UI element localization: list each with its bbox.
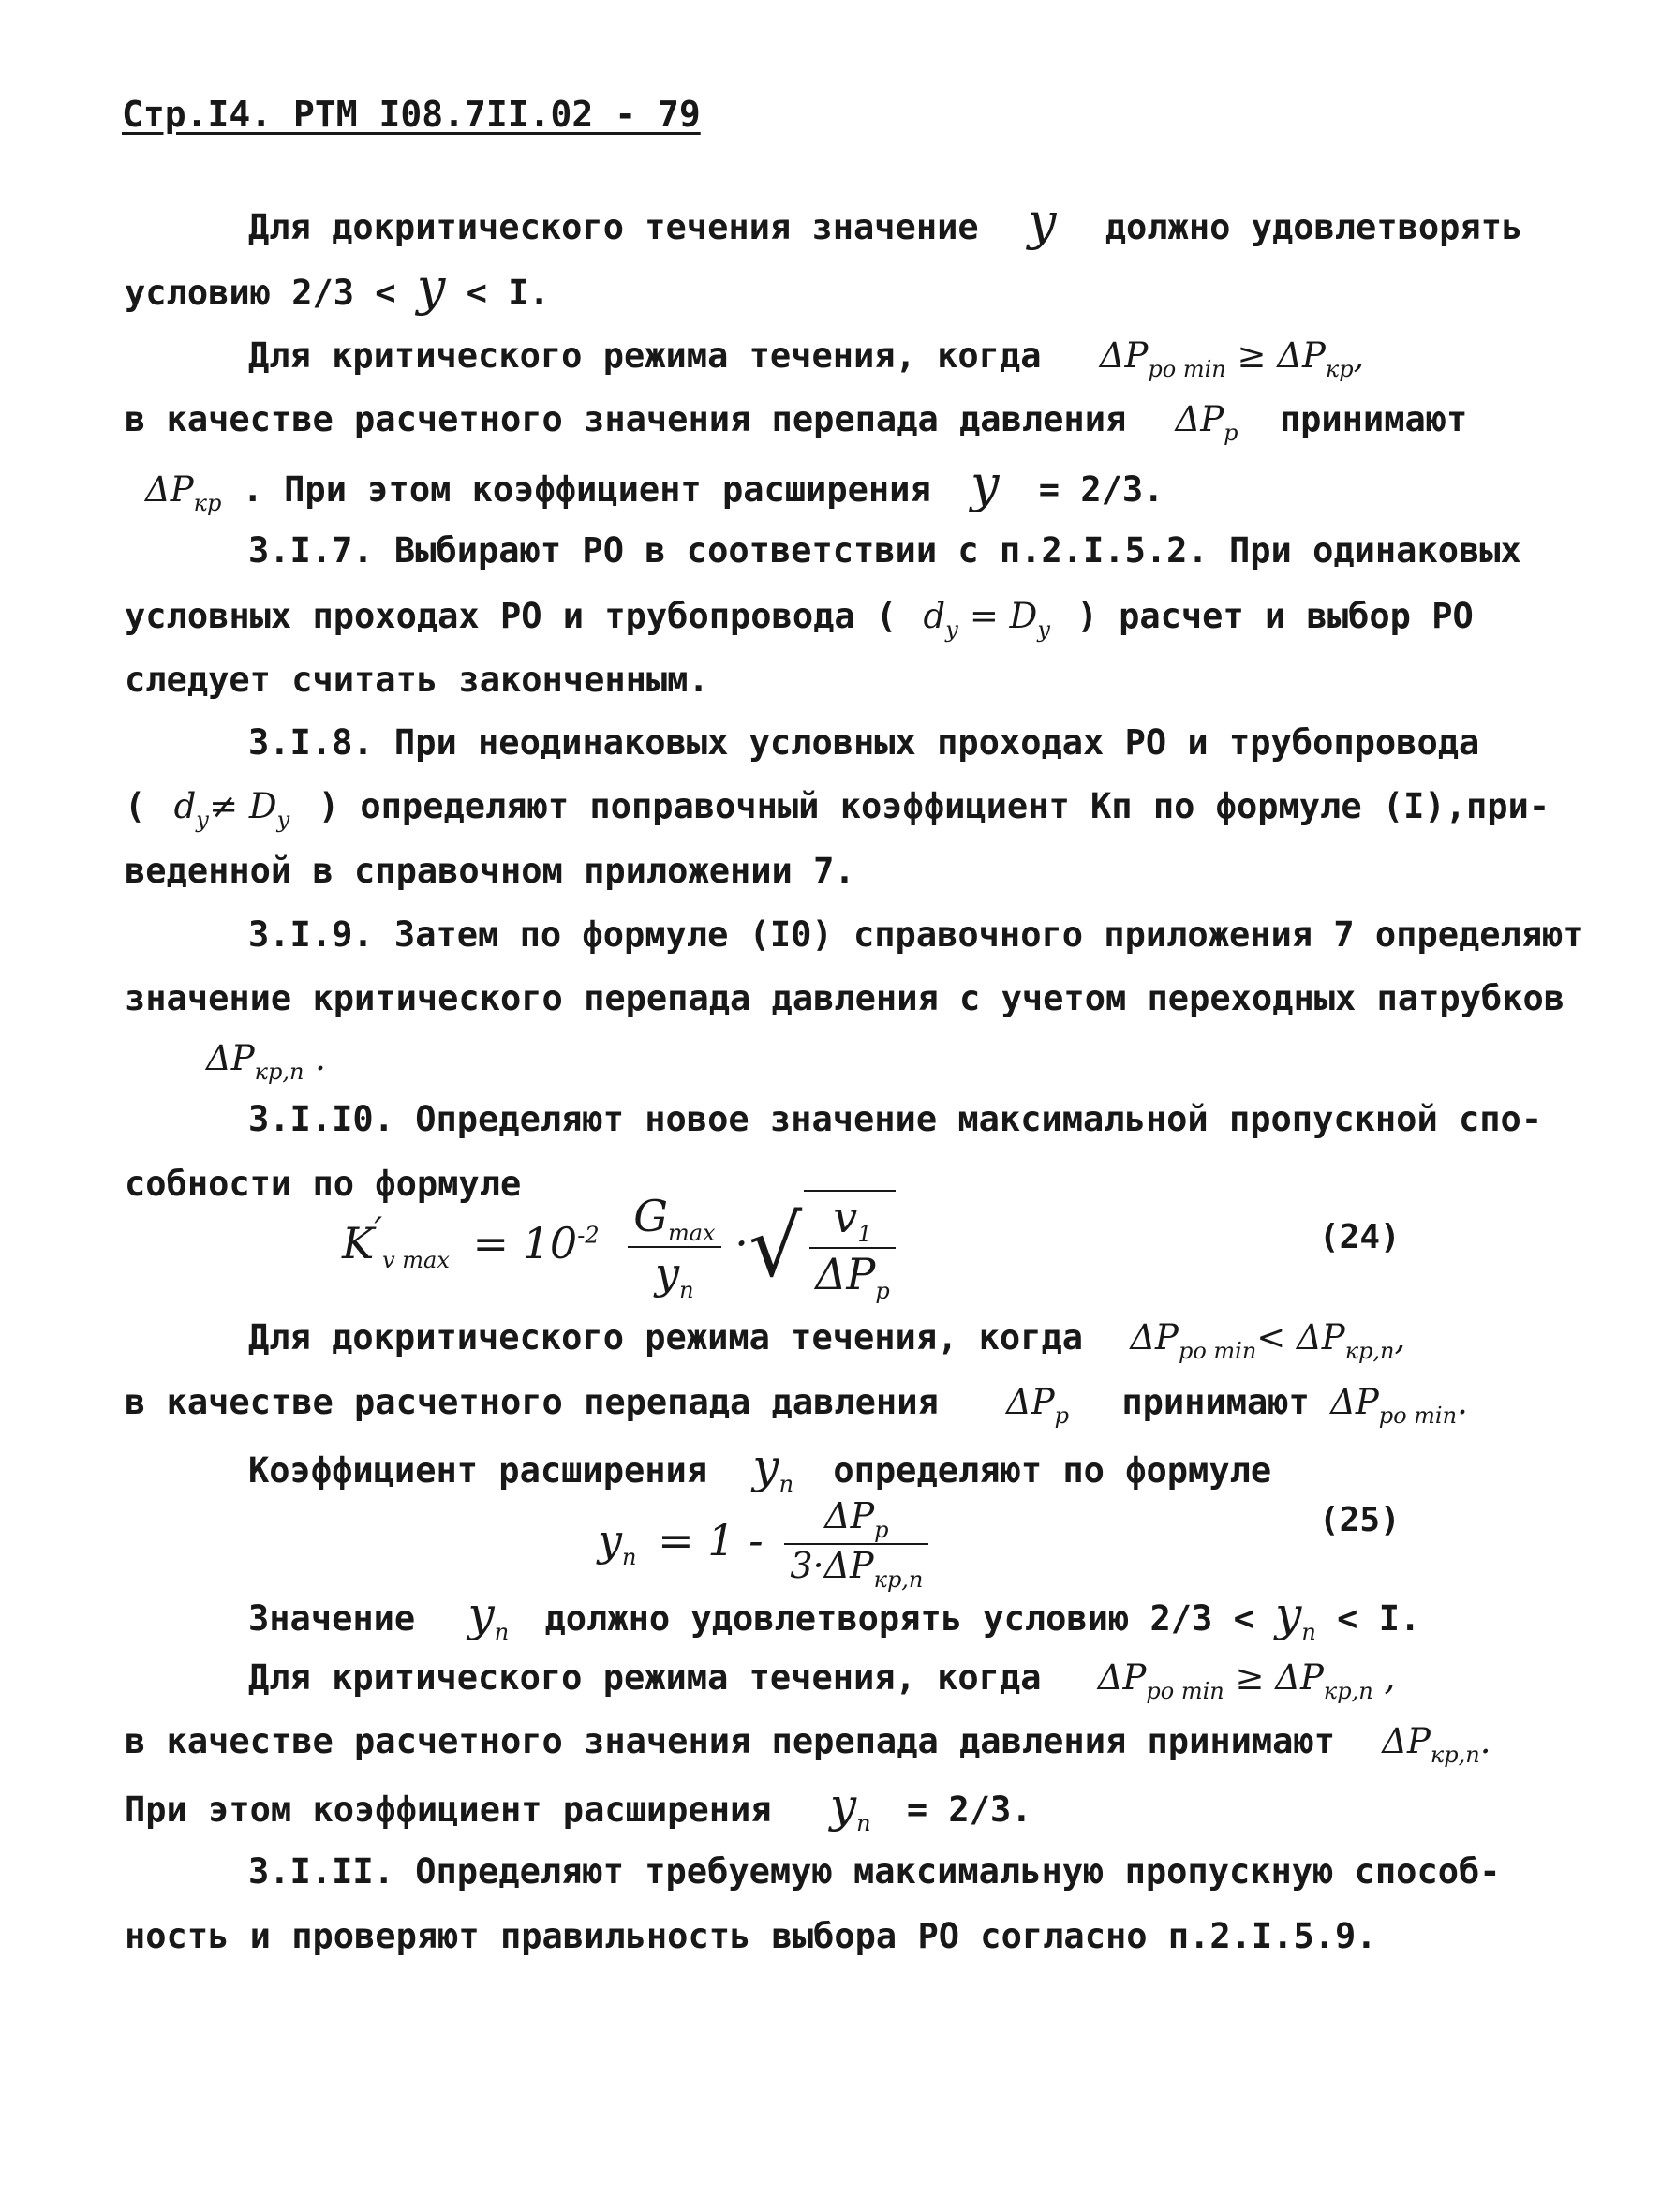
text: Значение <box>248 1598 416 1639</box>
page-header: Стр.I4. РТМ I08.7II.02 - 79 <box>122 94 701 135</box>
paragraph-line <box>248 192 1523 251</box>
text: Для критического режима течения, когда <box>248 335 1042 376</box>
paragraph-line: 3.I.9. Затем по формуле (I0) справочного приложения 7 определяют <box>248 914 1584 955</box>
paragraph-line <box>145 454 1164 525</box>
text: должно удовлетворять условию 2/3 < <box>544 1598 1254 1639</box>
paragraph-line: 3.I.7. Выбирают РО в соответствии с п.2.I.5.2. При одинаковых <box>248 530 1521 571</box>
text: условию 2/3 < <box>125 273 396 313</box>
text: = 2/3. <box>906 1789 1032 1830</box>
paragraph-line <box>248 1656 1395 1713</box>
paragraph-line: следует считать законченным. <box>125 660 709 700</box>
inline-formula: $d_у\ne D_у$ <box>173 786 290 833</box>
equation-number: (24) <box>1319 1218 1401 1256</box>
text: = 2/3. <box>1038 469 1164 510</box>
text: При этом коэффициент расширения <box>125 1789 772 1830</box>
paragraph-line: 3.I.I0. Определяют новое значение максимальной пропускной спо- <box>248 1099 1543 1139</box>
inline-formula: $y_п$ <box>752 1439 794 1497</box>
variable-y: y <box>971 454 1000 513</box>
formula-24: $K'_{v max} = 10^{-2}$ $\frac{G_{max}}{y_п}$ ·√ $\frac{v_1}{\Delta P_р}$ <box>342 1190 896 1304</box>
text: условных проходах РО и трубопровода ( <box>125 596 897 636</box>
text: принимают <box>1121 1382 1310 1422</box>
paragraph-line <box>125 1720 1490 1776</box>
paragraph-line <box>248 1587 1421 1654</box>
inline-formula: $\Delta P_р$ <box>1006 1382 1070 1429</box>
text: . При этом коэффициент расширения <box>242 469 931 510</box>
text: < I. <box>466 273 550 313</box>
text: в качестве расчетного значения перепада давления <box>125 399 1127 439</box>
text: в качестве расчетного значения перепада давления принимают <box>125 1721 1336 1761</box>
inline-formula: $d_у = D_у$ <box>923 596 1051 643</box>
paragraph-line <box>125 398 1467 454</box>
text: Для критического режима течения, когда <box>248 1657 1042 1698</box>
paragraph-line <box>125 595 1474 651</box>
paragraph-line: значение критического перепада давления с учетом переходных патрубков <box>125 978 1565 1018</box>
variable-y: y <box>416 258 446 317</box>
paragraph-line: 3.I.II. Определяют требуемую максимальную пропускную способ- <box>248 1851 1501 1892</box>
inline-formula: $\Delta P_{кр}$ <box>145 469 222 516</box>
paragraph-line <box>125 258 550 317</box>
paragraph-line: 3.I.8. При неодинаковых условных проходах РО и трубопровода <box>248 722 1480 763</box>
inline-formula: $\Delta P_{ро min}$. <box>1330 1382 1468 1429</box>
paragraph-line: ность и проверяют правильность выбора РО согласно п.2.I.5.9. <box>125 1916 1377 1956</box>
text: Для докритического режима течения, когда <box>248 1317 1084 1358</box>
text: принимают <box>1279 399 1468 439</box>
text: ( <box>125 786 146 826</box>
paragraph-line <box>206 1037 326 1093</box>
paragraph-line <box>248 1316 1405 1373</box>
inline-formula: $\Delta P_{ро min} \ge \Delta P_{кр}$, <box>1099 335 1365 382</box>
paragraph-line <box>125 785 1550 841</box>
paragraph-line <box>125 1778 1032 1845</box>
text: Коэффициент расширения <box>248 1450 708 1491</box>
inline-formula: $y_п$ <box>1275 1587 1316 1645</box>
inline-formula: $\Delta P_р$ <box>1175 399 1238 446</box>
inline-formula: $y_п$ <box>467 1587 510 1645</box>
text: определяют по формуле <box>833 1450 1272 1491</box>
inline-formula: $\Delta P_{ро min} \ge \Delta P_{кр,п}$ , <box>1097 1657 1396 1704</box>
inline-formula: $\Delta P_{кр,п}$ . <box>206 1038 326 1085</box>
text: Для докритического течения значение <box>248 207 979 247</box>
formula-25: $y_п = 1$ - $\frac{\Delta P_р}{3\cdot\Delta P_{кр,п}}$ <box>598 1495 928 1593</box>
text: должно удовлетворять <box>1105 207 1523 247</box>
text: < I. <box>1337 1598 1421 1639</box>
paragraph-line: собности по формуле <box>125 1164 522 1204</box>
equation-number: (25) <box>1319 1501 1401 1539</box>
text: ) определяют поправочный коэффициент Кп по формуле (I),при- <box>318 786 1550 826</box>
paragraph-line <box>248 334 1364 391</box>
text: ) расчет и выбор РО <box>1076 596 1474 636</box>
inline-formula: $\Delta P_{кр,п}$. <box>1382 1721 1491 1768</box>
paragraph-line: веденной в справочном приложении 7. <box>125 851 855 891</box>
text: в качестве расчетного перепада давления <box>125 1382 939 1422</box>
inline-formula: $\Delta P_{ро min}< \Delta P_{кр,п}$, <box>1130 1317 1406 1364</box>
inline-formula: $y_п$ <box>829 1778 871 1836</box>
variable-y: y <box>1027 192 1057 251</box>
paragraph-line <box>125 1381 1468 1437</box>
